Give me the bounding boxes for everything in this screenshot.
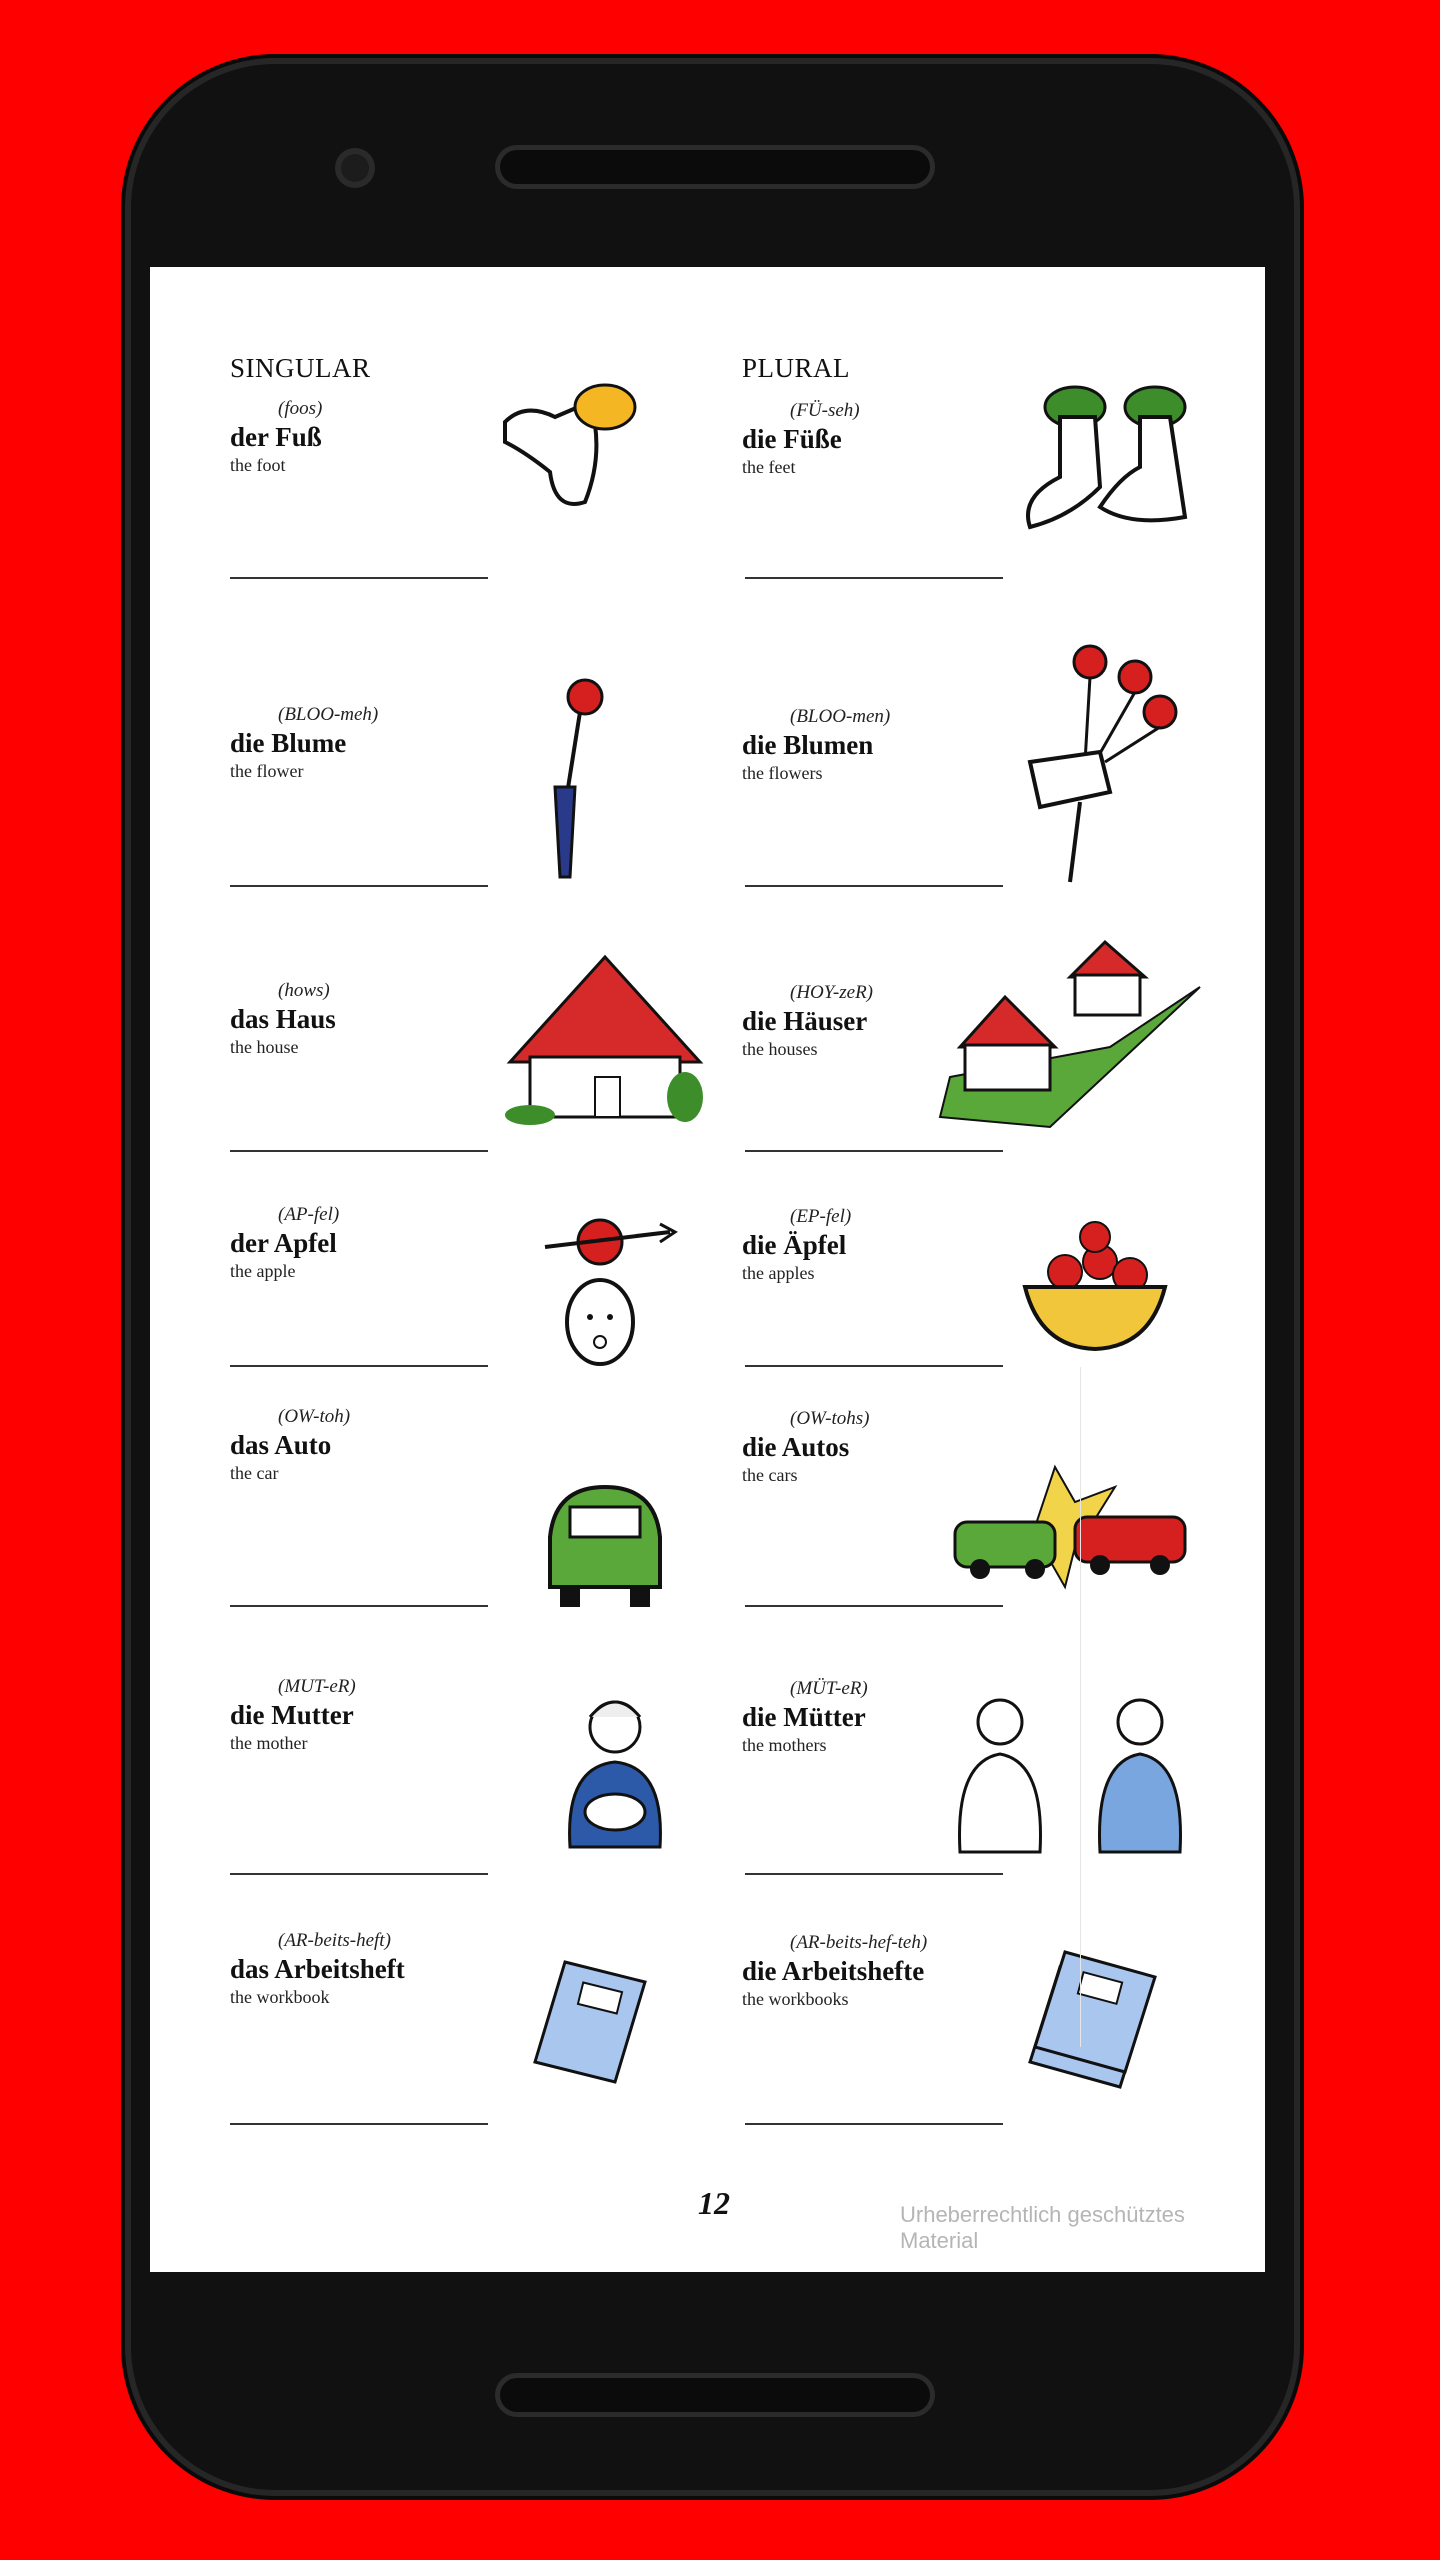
singular-entry: [230, 397, 322, 477]
answer-line: [230, 1150, 488, 1152]
mothers-icon: [940, 1682, 1210, 1862]
flowers-icon: [1010, 632, 1200, 892]
plural-entry: [742, 1677, 868, 1757]
pronunciation: (foos): [278, 398, 323, 419]
plural-entry: [742, 399, 860, 479]
book-page[interactable]: [150, 267, 1265, 2272]
translation: the car: [230, 1463, 279, 1483]
plural-entry: [742, 981, 873, 1061]
apple-icon: [540, 1212, 680, 1392]
translation: the flowers: [742, 763, 823, 783]
answer-line: [230, 1365, 488, 1367]
word: die Mutter: [230, 1700, 354, 1730]
word: das Arbeitsheft: [230, 1954, 405, 1984]
flower-icon: [535, 667, 625, 887]
houses-icon: [930, 927, 1210, 1147]
word: der Apfel: [230, 1228, 337, 1258]
singular-entry: [230, 979, 336, 1059]
answer-line: [230, 577, 488, 579]
pronunciation: (FÜ-seh): [790, 400, 860, 421]
plural-entry: [742, 1407, 870, 1487]
pronunciation: (HOY-zeR): [790, 982, 874, 1003]
pronunciation: (OW-toh): [278, 1406, 351, 1427]
page-number: 12: [698, 2185, 730, 2221]
feet-icon: [1020, 367, 1210, 557]
answer-line: [745, 885, 1003, 887]
word: der Fuß: [230, 422, 322, 452]
plural-entry: [742, 1931, 927, 2011]
pronunciation: (AR-beits-heft): [278, 1930, 391, 1951]
word: die Mütter: [742, 1702, 866, 1732]
workbooks-icon: [1020, 1937, 1170, 2097]
translation: the flower: [230, 761, 304, 781]
translation: the mothers: [742, 1735, 827, 1755]
answer-line: [230, 1605, 488, 1607]
translation: the cars: [742, 1465, 798, 1485]
word: die Blumen: [742, 730, 874, 760]
workbook-icon: [525, 1952, 655, 2092]
plural-heading: PLURAL: [742, 353, 851, 383]
singular-entry: [230, 703, 378, 783]
mother-icon: [550, 1687, 680, 1857]
singular-entry: [230, 1203, 339, 1283]
foot-icon: [495, 362, 645, 512]
answer-line: [230, 2123, 488, 2125]
page-fold: [1080, 1367, 1081, 2047]
singular-entry: [230, 1675, 356, 1755]
singular-entry: [230, 1405, 350, 1485]
pronunciation: (MUT-eR): [278, 1676, 356, 1697]
answer-line: [745, 2123, 1003, 2125]
pronunciation: (MÜT-eR): [790, 1678, 868, 1699]
front-camera: [335, 148, 375, 188]
answer-line: [230, 885, 488, 887]
answer-line: [230, 1873, 488, 1875]
word: die Äpfel: [742, 1230, 847, 1260]
answer-line: [745, 577, 1003, 579]
word: die Autos: [742, 1432, 850, 1462]
pronunciation: (AP-fel): [278, 1204, 340, 1225]
bottom-speaker: [500, 2378, 930, 2412]
pronunciation: (OW-tohs): [790, 1408, 870, 1429]
pronunciation: (AR-beits-hef-teh): [790, 1932, 928, 1953]
translation: the mother: [230, 1733, 308, 1753]
translation: the feet: [742, 457, 796, 477]
translation: the foot: [230, 455, 286, 475]
singular-entry: [230, 1929, 405, 2009]
word: das Haus: [230, 1004, 336, 1034]
top-speaker: [500, 150, 930, 184]
answer-line: [745, 1365, 1003, 1367]
house-icon: [500, 947, 710, 1127]
word: die Füße: [742, 424, 842, 454]
cars-icon: [950, 1447, 1190, 1607]
pronunciation: (BLOO-men): [790, 706, 891, 727]
car-icon: [535, 1477, 675, 1617]
translation: the workbook: [230, 1987, 330, 2007]
translation: the houses: [742, 1039, 818, 1059]
pronunciation: (hows): [278, 980, 330, 1001]
word: die Blume: [230, 728, 347, 758]
word: die Häuser: [742, 1006, 868, 1036]
answer-line: [745, 1873, 1003, 1875]
word: die Arbeitshefte: [742, 1956, 925, 1986]
translation: the workbooks: [742, 1989, 849, 2009]
pronunciation: (EP-fel): [790, 1206, 852, 1227]
plural-entry: [742, 705, 890, 785]
answer-line: [745, 1150, 1003, 1152]
translation: the apples: [742, 1263, 815, 1283]
copyright-notice: Urheberrechtlich geschütztes Material: [900, 2202, 1185, 2253]
plural-entry: [742, 1205, 851, 1285]
word: das Auto: [230, 1430, 332, 1460]
apples-icon: [1020, 1217, 1170, 1357]
singular-heading: SINGULAR: [230, 353, 371, 383]
translation: the apple: [230, 1261, 296, 1281]
pronunciation: (BLOO-meh): [278, 704, 379, 725]
translation: the house: [230, 1037, 299, 1057]
